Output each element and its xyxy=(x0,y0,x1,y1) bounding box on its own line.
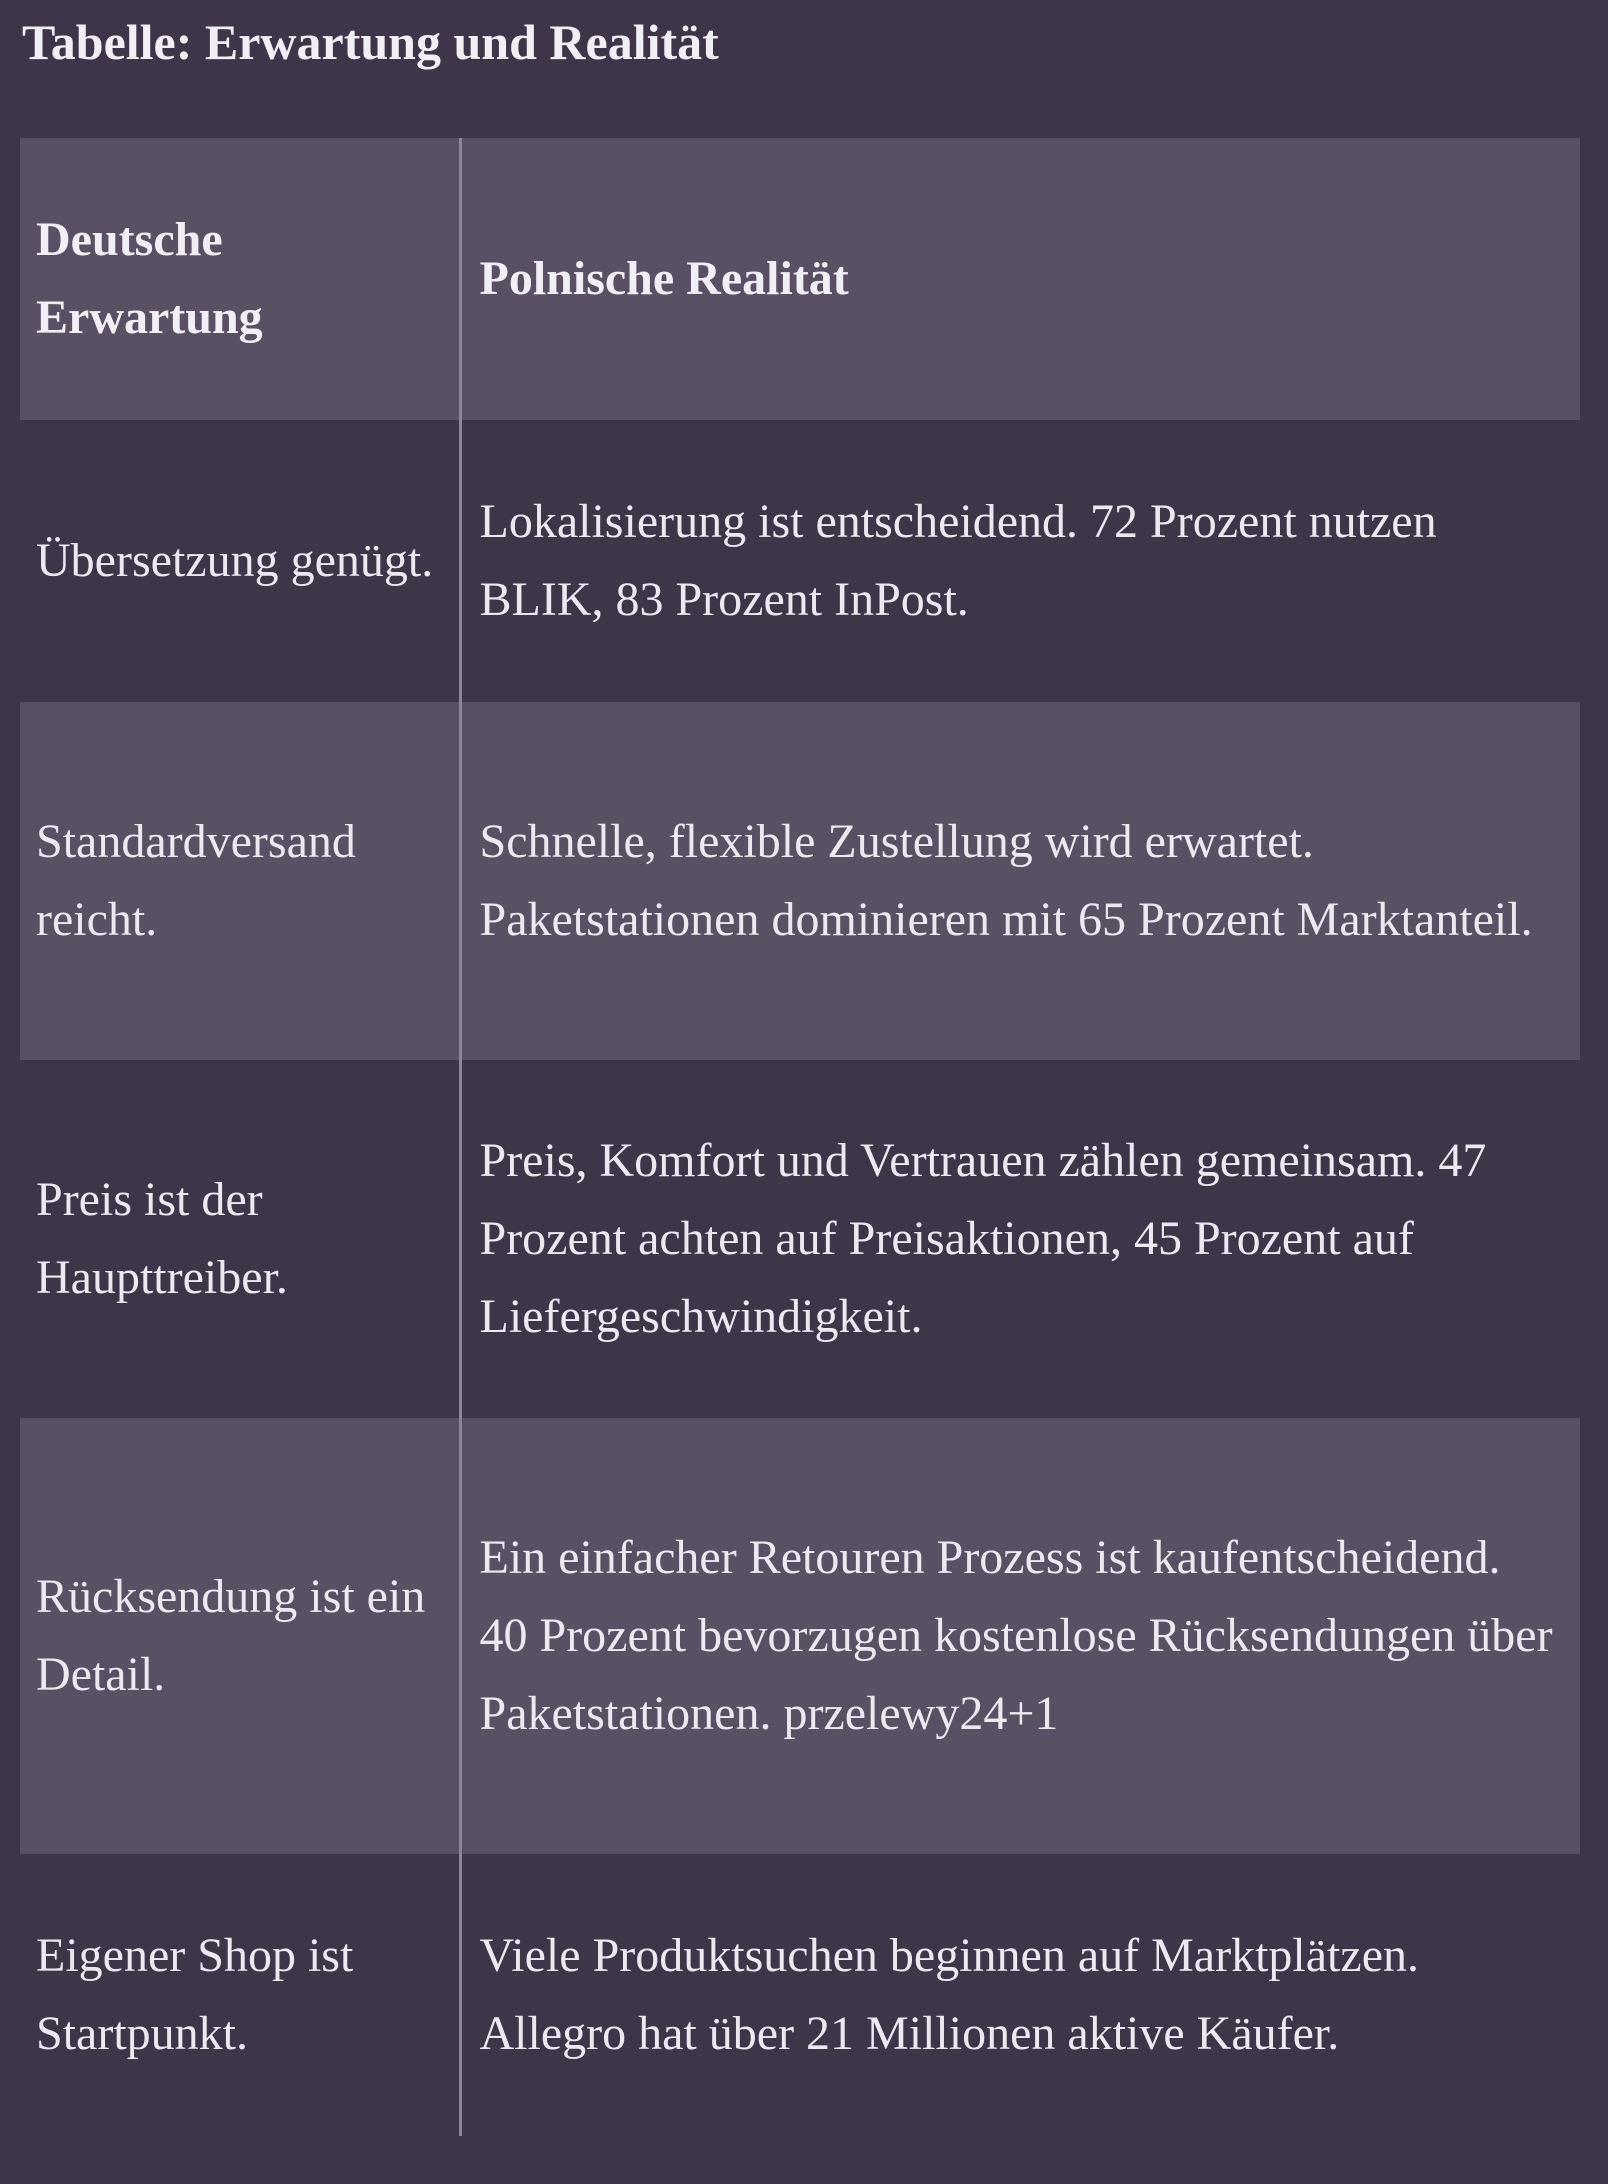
table-row xyxy=(20,1854,1580,2136)
expectation-cell: Eigener Shop ist Startpunkt. xyxy=(36,1929,354,2060)
expectation-cell: Standardversand reicht. xyxy=(36,815,356,946)
table-row xyxy=(20,1060,1580,1418)
table-title: Tabelle: Erwartung und Realität xyxy=(22,14,719,70)
expectation-cell: Rücksendung ist ein Detail. xyxy=(36,1570,426,1701)
column-header-expectation: Deutsche Erwartung xyxy=(36,213,263,344)
expectation-cell: Übersetzung genügt. xyxy=(36,534,434,587)
reality-cell: Preis, Komfort und Vertrauen zählen gemeinsam. 47 Prozent achten auf Preisaktionen, 45 Prozent auf Liefergeschwindigkeit. xyxy=(460,1060,1580,1418)
table-row xyxy=(20,420,1580,702)
column-header-reality: Polnische Realität xyxy=(460,138,1580,420)
reality-cell: Schnelle, flexible Zustellung wird erwartet. Paketstationen dominieren mit 65 Prozent Marktanteil. xyxy=(460,702,1580,1060)
expectation-reality-table xyxy=(20,138,1580,2136)
reality-cell: Viele Produktsuchen beginnen auf Marktplätzen. Allegro hat über 21 Millionen aktive Käufer. xyxy=(460,1854,1580,2136)
reality-cell: Ein einfacher Retouren Prozess ist kaufentscheidend. 40 Prozent bevorzugen kostenlose Rücksendungen über Paketstationen. przelewy24+1 xyxy=(460,1418,1580,1854)
expectation-cell: Preis ist der Haupttreiber. xyxy=(36,1173,288,1304)
reality-cell: Lokalisierung ist entscheidend. 72 Prozent nutzen BLIK, 83 Prozent InPost. xyxy=(460,420,1580,702)
table-header-row xyxy=(20,138,1580,420)
table-row xyxy=(20,1418,1580,1854)
table-row xyxy=(20,702,1580,1060)
